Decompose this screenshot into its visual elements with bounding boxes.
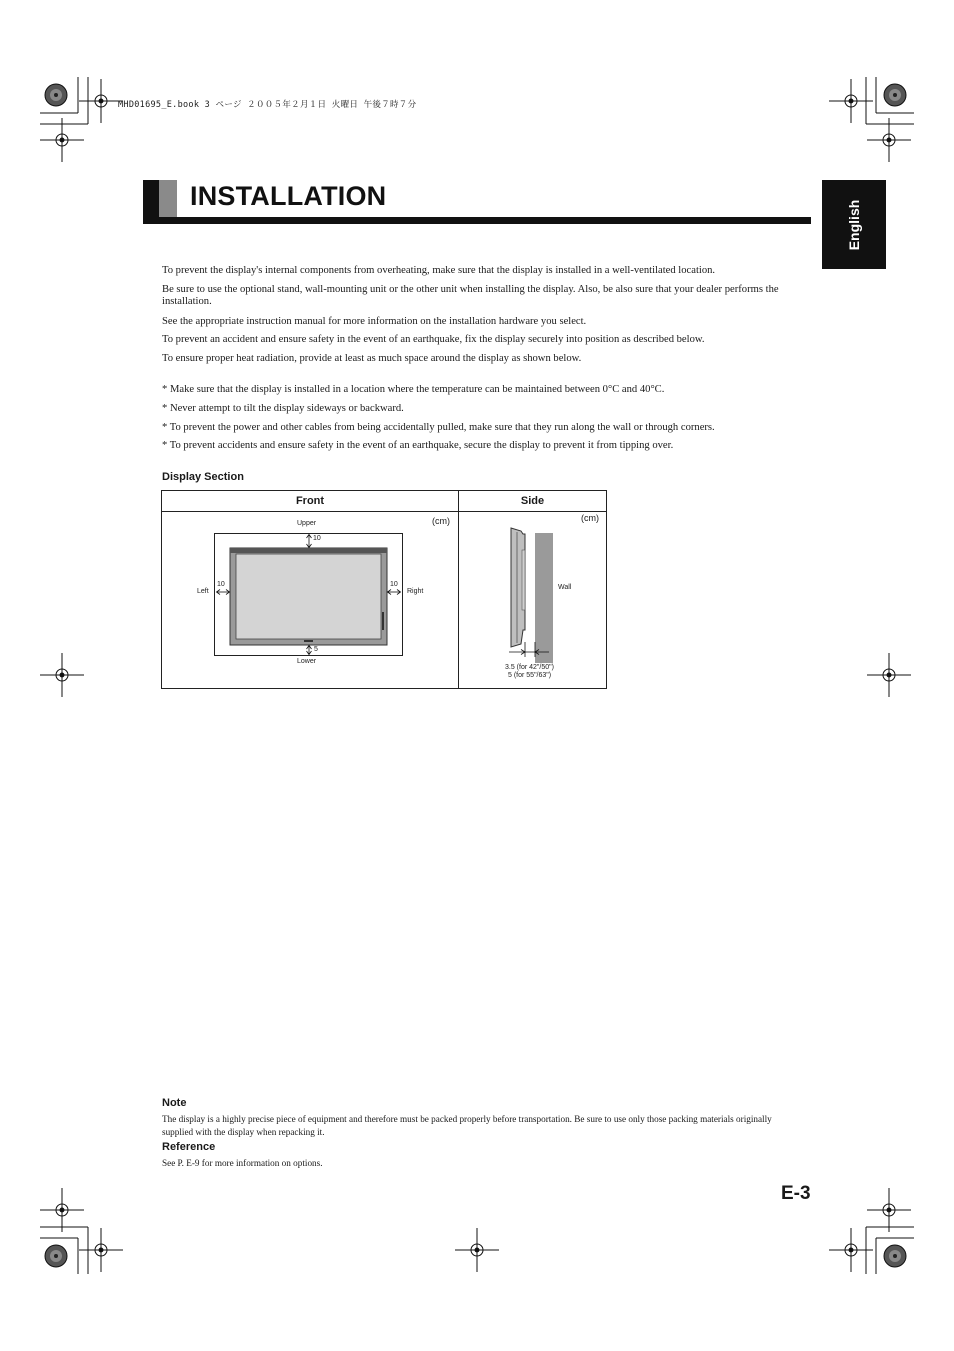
bullet-item: * Make sure that the display is installed in a location where the temperature can be maintained between 0°C and 40°C. [162, 384, 665, 395]
registration-rosette-icon [884, 1245, 906, 1267]
reference-text: See P. E-9 for more information on options. [162, 1158, 323, 1168]
right-value: 10 [390, 581, 398, 588]
front-header: Front [162, 491, 458, 512]
bullet-item: * Never attempt to tilt the display sideways or backward. [162, 403, 404, 414]
bullet-item: * To prevent accidents and ensure safety in the event of an earthquake, secure the display to prevent it from tipping over. [162, 440, 674, 451]
registration-crosshair-icon [40, 118, 84, 162]
upper-label: Upper [297, 520, 317, 527]
note-heading: Note [162, 1097, 187, 1109]
side-header: Side [459, 491, 606, 512]
registration-crosshair-icon [455, 1228, 499, 1272]
gap-label-line2: 5 (for 55"/63") [508, 672, 552, 679]
note-text: The display is a highly precise piece of equipment and therefore must be packed properly before transportation. Be sure to use only those packing materials originally supplied with the display when repacking it. [162, 1114, 772, 1137]
gap-label-line1: 3.5 (for 42"/50") [505, 664, 554, 671]
registration-crosshair-icon [867, 118, 911, 162]
registration-crosshair-icon [867, 1188, 911, 1232]
reference-heading: Reference [162, 1141, 216, 1153]
registration-crosshair-icon [40, 653, 84, 697]
paragraph: To prevent the display's internal components from overheating, make sure that the display is installed in a well-ventilated location. [162, 265, 716, 276]
registration-rosette-icon [45, 84, 67, 106]
registration-crosshair-icon [79, 1228, 123, 1272]
language-tab-label: English [846, 199, 862, 250]
print-header: MHD01695_E.book 3 ページ ２００５年２月１日 火曜日 午後７時７分 [118, 100, 417, 110]
front-unit-label: (cm) [432, 516, 450, 526]
paragraph: To prevent an accident and ensure safety in the event of an earthquake, fix the display securely into position as described below. [162, 334, 705, 345]
left-value: 10 [217, 581, 225, 588]
wall-label: Wall [558, 584, 572, 591]
page-title: INSTALLATION [190, 181, 387, 211]
registration-crosshair-icon [867, 653, 911, 697]
lower-label: Lower [297, 658, 317, 665]
lower-value: 5 [314, 646, 318, 653]
front-view-drawing [162, 512, 458, 688]
display-section-heading: Display Section [162, 471, 244, 483]
title-marker-black [143, 180, 159, 218]
language-tab [822, 180, 886, 269]
upper-value: 10 [313, 535, 321, 542]
registration-rosette-icon [884, 84, 906, 106]
paragraph: To ensure proper heat radiation, provide at least as much space around the display as shown below. [162, 353, 582, 364]
paragraph: See the appropriate instruction manual for more information on the installation hardware you select. [162, 316, 587, 327]
title-rule [143, 217, 811, 224]
registration-crosshair-icon [79, 79, 123, 123]
right-label: Right [407, 588, 424, 595]
registration-rosette-icon [45, 1245, 67, 1267]
side-view-drawing [459, 512, 606, 688]
paragraph: Be sure to use the optional stand, wall-mounting unit or the other unit when installing the display. Also, be also sure that your dealer performs the installation. [162, 284, 779, 308]
left-label: Left [197, 588, 209, 595]
bullet-item: * To prevent the power and other cables from being accidentally pulled, make sure that they run along the wall or through corners. [162, 422, 715, 433]
page-number: E-3 [781, 1183, 811, 1204]
clearance-figure [161, 490, 607, 689]
registration-crosshair-icon [40, 1188, 84, 1232]
title-marker-grey [159, 180, 177, 218]
side-unit-label: (cm) [581, 513, 599, 523]
